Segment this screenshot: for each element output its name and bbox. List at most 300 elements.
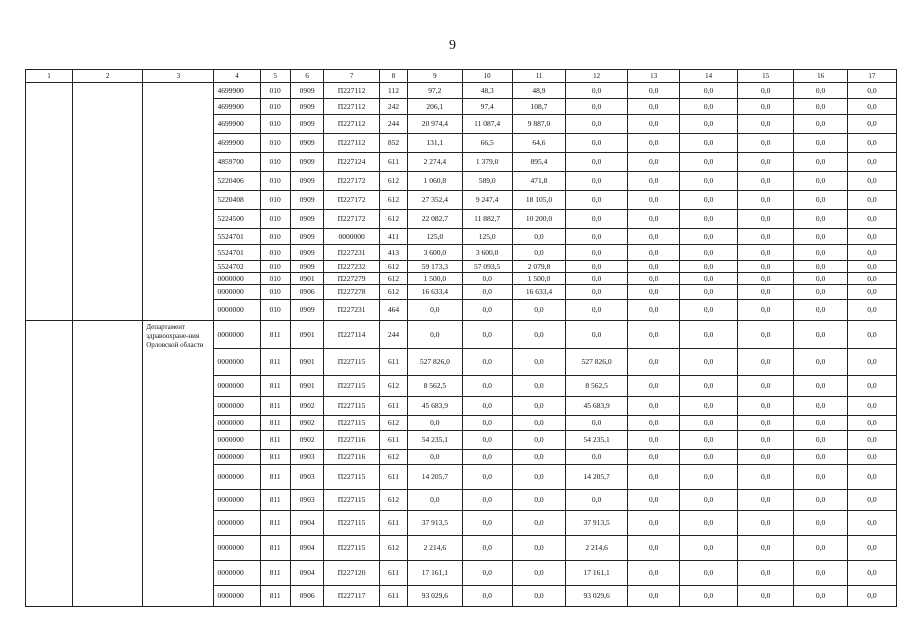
table-cell: 8 562,5 — [566, 376, 628, 397]
table-cell: П227279 — [324, 273, 379, 285]
table-row — [26, 83, 897, 99]
table-cell: 0000000 — [214, 536, 260, 561]
table-cell: 0,0 — [512, 376, 565, 397]
table-cell: 16 633,4 — [512, 285, 565, 300]
table-cell: 3 600,0 — [462, 245, 512, 261]
table-cell: 0,0 — [462, 321, 512, 349]
table-cell: 0000000 — [214, 349, 260, 376]
header-cell: 3 — [143, 70, 214, 83]
table-cell: 0,0 — [794, 450, 847, 465]
table-cell: 811 — [260, 321, 290, 349]
table-cell: 0,0 — [737, 465, 794, 490]
header-cell: 11 — [512, 70, 565, 83]
table-cell: 0,0 — [737, 536, 794, 561]
table-cell: 0,0 — [566, 321, 628, 349]
table-cell: 0,0 — [737, 134, 794, 153]
table-cell: 0,0 — [680, 321, 738, 349]
header-cell: 7 — [324, 70, 379, 83]
table-cell: П227115 — [324, 511, 379, 536]
table-cell: 0,0 — [680, 210, 738, 229]
table-cell: 0,0 — [627, 285, 679, 300]
table-cell: 0,0 — [627, 134, 679, 153]
table-cell: 895,4 — [512, 153, 565, 172]
table-cell: 0,0 — [512, 300, 565, 321]
table-cell: 0,0 — [680, 561, 738, 586]
table-cell: 5524701 — [214, 229, 260, 245]
table-cell: 0904 — [290, 511, 324, 536]
table-cell: 0,0 — [847, 191, 896, 210]
table-cell: 0,0 — [566, 273, 628, 285]
table-cell: 20 974,4 — [408, 115, 462, 134]
table-cell: П227124 — [324, 153, 379, 172]
table-cell: 010 — [260, 245, 290, 261]
table-cell: П227115 — [324, 536, 379, 561]
empty-cell — [73, 321, 143, 607]
table-cell: 0,0 — [408, 416, 462, 431]
table-cell: 0,0 — [737, 397, 794, 416]
table-cell: 0901 — [290, 321, 324, 349]
table-cell: 0,0 — [680, 511, 738, 536]
table-cell: 0,0 — [847, 172, 896, 191]
table-cell: 010 — [260, 115, 290, 134]
table-cell: 0902 — [290, 397, 324, 416]
header-cell: 5 — [260, 70, 290, 83]
table-cell: 0,0 — [847, 285, 896, 300]
table-cell: 0,0 — [627, 245, 679, 261]
table-cell: 5220408 — [214, 191, 260, 210]
table-cell: 0000000 — [214, 285, 260, 300]
table-cell: 0,0 — [680, 273, 738, 285]
table-cell: 811 — [260, 536, 290, 561]
table-cell: 0,0 — [627, 465, 679, 490]
table-cell: 0000000 — [214, 397, 260, 416]
table-cell: 0904 — [290, 536, 324, 561]
table-cell: 0909 — [290, 115, 324, 134]
table-cell: 0000000 — [214, 561, 260, 586]
table-cell: П227112 — [324, 99, 379, 115]
table-cell: 0,0 — [462, 536, 512, 561]
table-cell: 0,0 — [408, 300, 462, 321]
table-cell: 0,0 — [566, 490, 628, 511]
table-cell: 0909 — [290, 245, 324, 261]
table-cell: 0,0 — [462, 285, 512, 300]
table-cell: 17 161,1 — [566, 561, 628, 586]
table-cell: 0,0 — [627, 511, 679, 536]
table-cell: 0,0 — [794, 465, 847, 490]
table-cell: 0,0 — [847, 490, 896, 511]
table-cell: 2 214,6 — [408, 536, 462, 561]
table-cell: 0,0 — [737, 210, 794, 229]
table-cell: 0,0 — [566, 229, 628, 245]
table-cell: 0,0 — [737, 300, 794, 321]
table-cell: 0000000 — [214, 416, 260, 431]
table-cell: 0,0 — [737, 273, 794, 285]
table-cell: 0,0 — [408, 490, 462, 511]
table-cell: 010 — [260, 191, 290, 210]
table-cell: 10 200,0 — [512, 210, 565, 229]
table-cell: 0,0 — [566, 191, 628, 210]
table-cell: П227115 — [324, 397, 379, 416]
table-cell: 0,0 — [737, 511, 794, 536]
table-cell: 0,0 — [794, 210, 847, 229]
table-cell: 0,0 — [462, 511, 512, 536]
header-cell: 10 — [462, 70, 512, 83]
table-cell: 811 — [260, 397, 290, 416]
table-cell: 0,0 — [627, 115, 679, 134]
table-cell: 0,0 — [847, 536, 896, 561]
table-cell: 0,0 — [627, 586, 679, 607]
table-cell: 010 — [260, 134, 290, 153]
table-cell: 0,0 — [737, 229, 794, 245]
table-cell: 0,0 — [847, 300, 896, 321]
table-cell: 5524702 — [214, 261, 260, 273]
table-cell: 0,0 — [512, 431, 565, 450]
table-cell: 413 — [379, 245, 407, 261]
table-cell: 0,0 — [627, 300, 679, 321]
table-cell: 010 — [260, 285, 290, 300]
table-cell: 0909 — [290, 153, 324, 172]
table-cell: 0901 — [290, 376, 324, 397]
table-cell: 0,0 — [566, 172, 628, 191]
table-cell: 611 — [379, 465, 407, 490]
table-cell: 0,0 — [566, 153, 628, 172]
table-cell: 4699900 — [214, 99, 260, 115]
table-cell: 0,0 — [512, 321, 565, 349]
table-cell: 0,0 — [737, 245, 794, 261]
table-cell: 0,0 — [737, 376, 794, 397]
table-cell: 17 161,1 — [408, 561, 462, 586]
table-cell: 611 — [379, 561, 407, 586]
table-cell: 811 — [260, 450, 290, 465]
table-cell: 0,0 — [794, 376, 847, 397]
table-cell: 0,0 — [737, 431, 794, 450]
table-cell: 0,0 — [794, 431, 847, 450]
table-cell: 464 — [379, 300, 407, 321]
table-cell: 852 — [379, 134, 407, 153]
table-cell: 0,0 — [847, 511, 896, 536]
table-cell: 0,0 — [566, 83, 628, 99]
table-cell: 612 — [379, 273, 407, 285]
table-cell: 0,0 — [462, 273, 512, 285]
table-cell: 0,0 — [462, 349, 512, 376]
table-cell: 0,0 — [627, 536, 679, 561]
table-cell: 0,0 — [794, 321, 847, 349]
table-cell: 611 — [379, 586, 407, 607]
table-cell: 010 — [260, 300, 290, 321]
table-cell: 0,0 — [627, 191, 679, 210]
table-cell: П227112 — [324, 115, 379, 134]
table-cell: 0,0 — [847, 349, 896, 376]
table-cell: 0,0 — [627, 172, 679, 191]
table-cell: 0,0 — [627, 273, 679, 285]
table-cell: 527 826,0 — [566, 349, 628, 376]
table-cell: 0,0 — [462, 416, 512, 431]
table-cell: 0,0 — [512, 397, 565, 416]
table-cell: 57 093,5 — [462, 261, 512, 273]
table-cell: 010 — [260, 153, 290, 172]
table-cell: 811 — [260, 511, 290, 536]
table-cell: 0,0 — [680, 349, 738, 376]
table-cell: П227112 — [324, 83, 379, 99]
table-cell: 0,0 — [566, 261, 628, 273]
table-cell: 0,0 — [512, 586, 565, 607]
table-cell: 0,0 — [847, 115, 896, 134]
table-cell: 0,0 — [512, 561, 565, 586]
table-cell: 0,0 — [566, 450, 628, 465]
table-cell: 5224500 — [214, 210, 260, 229]
table-cell: 0,0 — [462, 561, 512, 586]
table-cell: П227172 — [324, 210, 379, 229]
table-cell: 0,0 — [737, 99, 794, 115]
table-cell: 0,0 — [512, 511, 565, 536]
table-cell: 27 352,4 — [408, 191, 462, 210]
table-cell: 0,0 — [794, 349, 847, 376]
table-cell: 0,0 — [847, 83, 896, 99]
table-cell: 612 — [379, 376, 407, 397]
budget-table — [25, 69, 897, 607]
table-cell: 0,0 — [680, 536, 738, 561]
table-cell: 0,0 — [627, 349, 679, 376]
table-cell: 527 826,0 — [408, 349, 462, 376]
table-cell: 0,0 — [794, 172, 847, 191]
table-cell: 242 — [379, 99, 407, 115]
table-cell: 0,0 — [680, 450, 738, 465]
table-cell: 0,0 — [680, 397, 738, 416]
table-cell: 0,0 — [462, 376, 512, 397]
table-cell: 0,0 — [512, 416, 565, 431]
table-cell: 0,0 — [737, 349, 794, 376]
table-cell: 0,0 — [794, 191, 847, 210]
table-cell: 9 887,0 — [512, 115, 565, 134]
table-cell: 14 205,7 — [566, 465, 628, 490]
table-cell: 0,0 — [847, 561, 896, 586]
table-cell: 0,0 — [847, 450, 896, 465]
table-cell: 0,0 — [680, 245, 738, 261]
table-cell: 0000000 — [324, 229, 379, 245]
table-cell: 59 173,3 — [408, 261, 462, 273]
table-cell: 0,0 — [627, 376, 679, 397]
table-cell: П227117 — [324, 586, 379, 607]
table-cell: 0,0 — [794, 285, 847, 300]
table-cell: 4699900 — [214, 83, 260, 99]
table-cell: 206,1 — [408, 99, 462, 115]
table-cell: 0,0 — [794, 134, 847, 153]
table-cell: 0000000 — [214, 490, 260, 511]
table-cell: 97,4 — [462, 99, 512, 115]
table-cell: 0,0 — [847, 245, 896, 261]
empty-cell — [73, 83, 143, 321]
header-cell: 13 — [627, 70, 679, 83]
table-cell: 0,0 — [794, 561, 847, 586]
table-cell: 0,0 — [408, 321, 462, 349]
table-cell: 125,0 — [462, 229, 512, 245]
table-cell: 811 — [260, 561, 290, 586]
table-cell: П227115 — [324, 465, 379, 490]
table-cell: 0,0 — [680, 465, 738, 490]
table-cell: 48,9 — [512, 83, 565, 99]
table-cell: 0903 — [290, 450, 324, 465]
table-cell: 16 633,4 — [408, 285, 462, 300]
table-cell: 811 — [260, 431, 290, 450]
table-cell: 93 029,6 — [408, 586, 462, 607]
table-cell: 125,0 — [408, 229, 462, 245]
table-cell: 0,0 — [512, 245, 565, 261]
table-cell: П227120 — [324, 561, 379, 586]
table-cell: П227115 — [324, 349, 379, 376]
table-cell: 0,0 — [462, 300, 512, 321]
table-cell: 0,0 — [566, 285, 628, 300]
table-row — [26, 321, 897, 349]
table-cell: 0,0 — [627, 490, 679, 511]
table-cell: 0,0 — [847, 229, 896, 245]
table-cell: 1 500,0 — [408, 273, 462, 285]
table-cell: 4859700 — [214, 153, 260, 172]
table-cell: 0,0 — [680, 172, 738, 191]
table-cell: 2 274,4 — [408, 153, 462, 172]
table-cell: 0,0 — [737, 261, 794, 273]
table-cell: 2 079,8 — [512, 261, 565, 273]
table-cell: 93 029,6 — [566, 586, 628, 607]
header-cell: 17 — [847, 70, 896, 83]
table-cell: П227115 — [324, 416, 379, 431]
table-cell: 0,0 — [566, 416, 628, 431]
table-cell: 2 214,6 — [566, 536, 628, 561]
table-cell: П227116 — [324, 450, 379, 465]
table-cell: 1 060,8 — [408, 172, 462, 191]
table-cell: 010 — [260, 99, 290, 115]
table-cell: 0,0 — [566, 99, 628, 115]
table-cell: 0,0 — [737, 153, 794, 172]
table-cell: 811 — [260, 490, 290, 511]
table-cell: 5524701 — [214, 245, 260, 261]
table-cell: 0,0 — [737, 172, 794, 191]
table-cell: 0,0 — [680, 134, 738, 153]
table-cell: 0,0 — [737, 450, 794, 465]
table-cell: 0,0 — [847, 321, 896, 349]
table-cell: 0,0 — [794, 511, 847, 536]
empty-cell — [26, 321, 73, 607]
table-cell: 0,0 — [680, 416, 738, 431]
table-cell: 0,0 — [512, 229, 565, 245]
table-header-row — [26, 70, 897, 83]
header-cell: 16 — [794, 70, 847, 83]
table-cell: 0000000 — [214, 586, 260, 607]
table-cell: П227172 — [324, 172, 379, 191]
table-cell: 0,0 — [794, 245, 847, 261]
empty-cell — [143, 83, 214, 321]
table-cell: 0,0 — [462, 397, 512, 416]
table-cell: 0,0 — [847, 376, 896, 397]
table-cell: 64,6 — [512, 134, 565, 153]
table-cell: 0909 — [290, 172, 324, 191]
table-cell: 0,0 — [462, 490, 512, 511]
table-cell: 0,0 — [680, 376, 738, 397]
header-cell: 4 — [214, 70, 260, 83]
table-cell: 0,0 — [627, 397, 679, 416]
table-cell: 612 — [379, 536, 407, 561]
table-cell: 612 — [379, 261, 407, 273]
table-cell: 0,0 — [847, 273, 896, 285]
table-cell: 589,0 — [462, 172, 512, 191]
table-cell: 1 379,0 — [462, 153, 512, 172]
table-cell: 0,0 — [462, 450, 512, 465]
table-cell: 0,0 — [566, 245, 628, 261]
table-cell: 411 — [379, 229, 407, 245]
table-cell: 0904 — [290, 561, 324, 586]
table-cell: 0,0 — [737, 285, 794, 300]
table-cell: 37 913,5 — [566, 511, 628, 536]
table-cell: 0000000 — [214, 321, 260, 349]
table-cell: 0,0 — [737, 115, 794, 134]
table-cell: 010 — [260, 273, 290, 285]
table-cell: 0,0 — [794, 261, 847, 273]
table-cell: 010 — [260, 83, 290, 99]
table-cell: 18 105,0 — [512, 191, 565, 210]
table-cell: 0,0 — [627, 416, 679, 431]
table-cell: 811 — [260, 349, 290, 376]
table-cell: 0,0 — [847, 397, 896, 416]
table-cell: 0,0 — [627, 229, 679, 245]
table-cell: 0,0 — [847, 99, 896, 115]
table-cell: 0,0 — [737, 586, 794, 607]
table-cell: 811 — [260, 465, 290, 490]
table-cell: 612 — [379, 285, 407, 300]
table-cell: 0,0 — [680, 490, 738, 511]
table-cell: 0,0 — [680, 83, 738, 99]
table-cell: 0000000 — [214, 465, 260, 490]
table-cell: 0,0 — [847, 134, 896, 153]
table-cell: 5220406 — [214, 172, 260, 191]
table-cell: 0,0 — [680, 285, 738, 300]
header-cell: 12 — [566, 70, 628, 83]
table-cell: 0909 — [290, 261, 324, 273]
table-cell: 112 — [379, 83, 407, 99]
table-cell: 0,0 — [566, 134, 628, 153]
table-cell: 0,0 — [680, 115, 738, 134]
table-cell: 0,0 — [737, 561, 794, 586]
table-cell: 22 082,7 — [408, 210, 462, 229]
table-cell: 0,0 — [794, 115, 847, 134]
table-cell: 97,2 — [408, 83, 462, 99]
table-cell: 612 — [379, 172, 407, 191]
table-cell: 471,8 — [512, 172, 565, 191]
table-cell: 0,0 — [847, 465, 896, 490]
table-cell: 14 205,7 — [408, 465, 462, 490]
table-cell: 0909 — [290, 99, 324, 115]
table-cell: П227115 — [324, 376, 379, 397]
table-cell: П227231 — [324, 245, 379, 261]
table-cell: 0000000 — [214, 376, 260, 397]
table-cell: 0909 — [290, 134, 324, 153]
table-cell: 612 — [379, 210, 407, 229]
table-cell: 0,0 — [627, 153, 679, 172]
table-cell: 0,0 — [737, 490, 794, 511]
table-cell: П227232 — [324, 261, 379, 273]
table-cell: 0,0 — [847, 586, 896, 607]
table-cell: П227112 — [324, 134, 379, 153]
table-cell: 0,0 — [566, 210, 628, 229]
table-cell: 0,0 — [794, 536, 847, 561]
table-cell: П227172 — [324, 191, 379, 210]
table-cell: 811 — [260, 376, 290, 397]
table-cell: 0,0 — [680, 431, 738, 450]
table-cell: 0,0 — [794, 83, 847, 99]
table-cell: 244 — [379, 115, 407, 134]
table-cell: 37 913,5 — [408, 511, 462, 536]
table-cell: 0000000 — [214, 511, 260, 536]
table-cell: 108,7 — [512, 99, 565, 115]
table-cell: 0,0 — [627, 450, 679, 465]
